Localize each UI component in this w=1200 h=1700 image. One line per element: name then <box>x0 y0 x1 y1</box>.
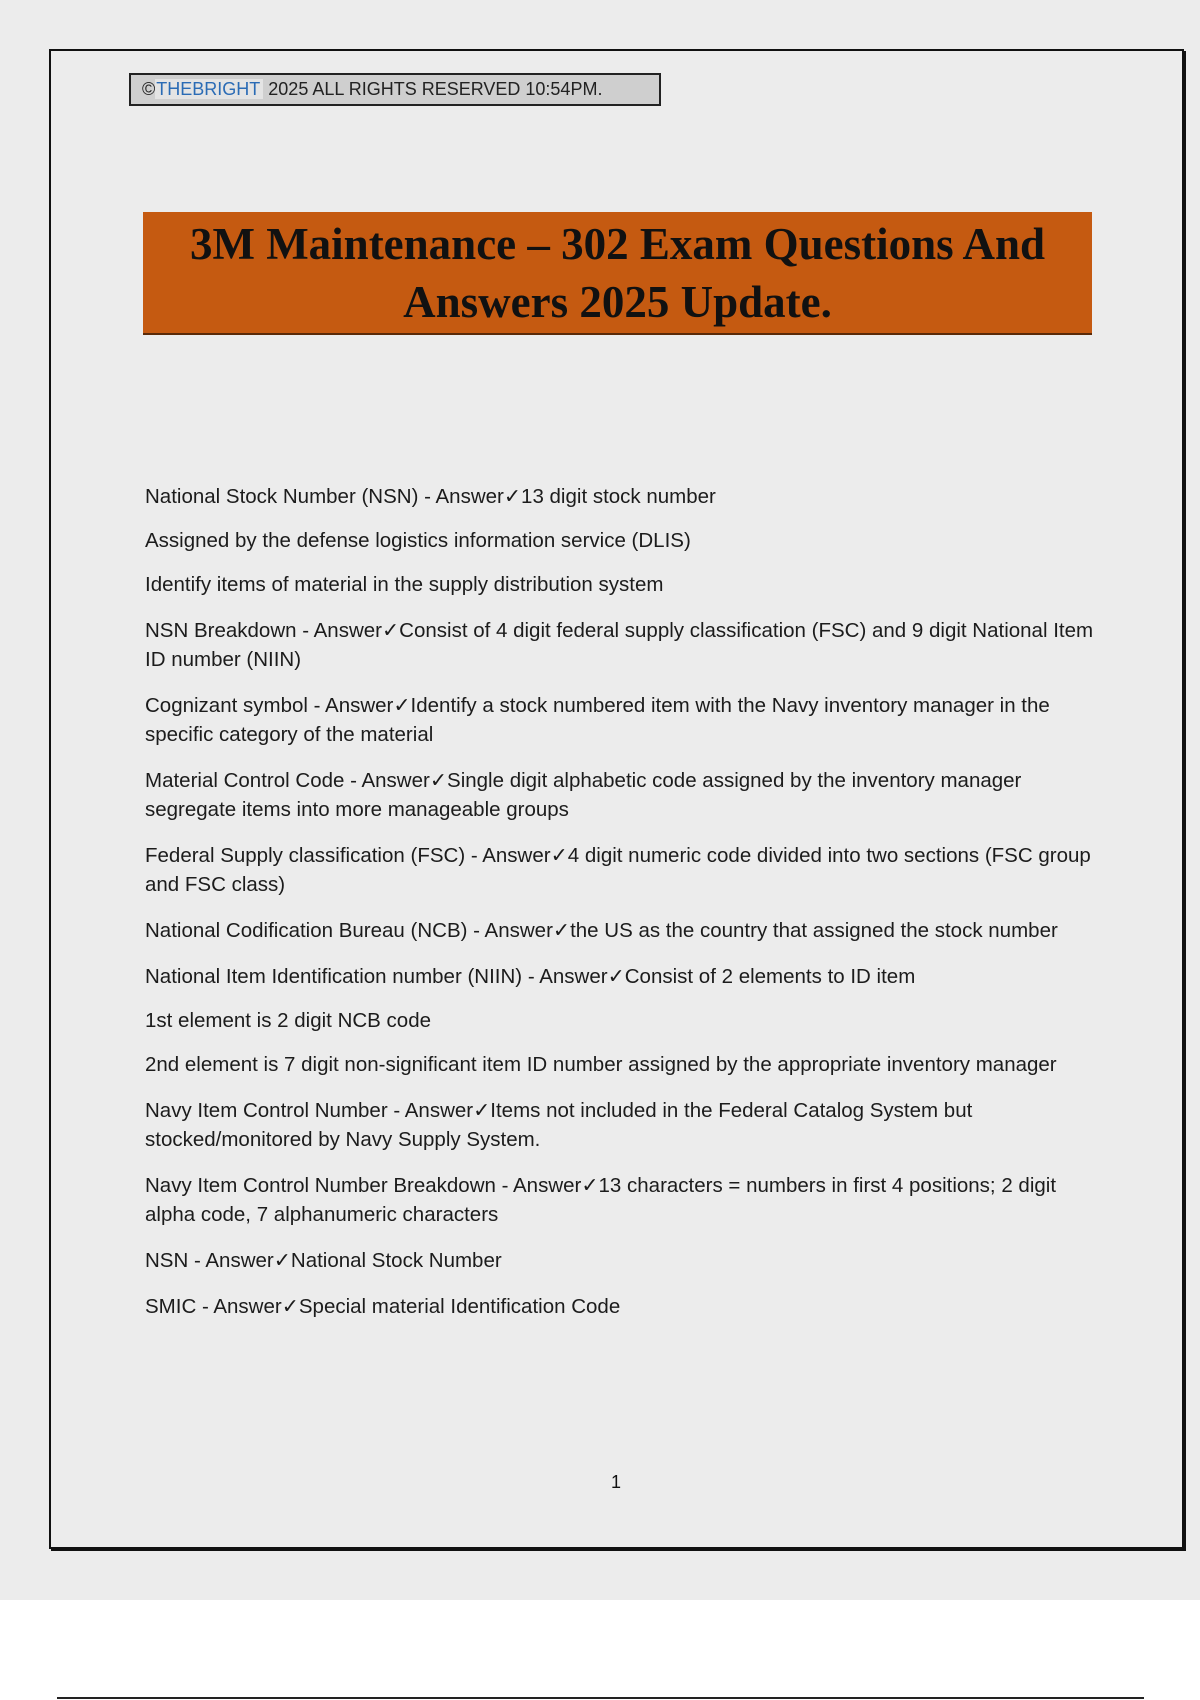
qa-item: Federal Supply classification (FSC) - Answer✓4 digit numeric code divided into two sections (FSC group and FSC class) <box>145 844 1091 896</box>
qa-item: NSN Breakdown - Answer✓Consist of 4 digit federal supply classification (FSC) and 9 digit National Item ID number (NIIN) <box>145 619 1094 671</box>
qa-list <box>145 482 1095 1338</box>
qa-item: Navy Item Control Number Breakdown - Answer✓13 characters = numbers in first 4 positions; 2 digit alpha code, 7 alphanumeric characters <box>145 1174 1057 1226</box>
qa-item: 1st element is 2 digit NCB code <box>145 1009 431 1032</box>
qa-item: Material Control Code - Answer✓Single digit alphabetic code assigned by the inventory manager segregate items into more manageable groups <box>145 769 1022 821</box>
footer-divider <box>57 1697 1144 1699</box>
title-line-2: Answers 2025 Update. <box>403 276 832 327</box>
qa-item: Identify items of material in the supply distribution system <box>145 573 664 596</box>
copyright-brand: THEBRIGHT <box>155 79 263 99</box>
document-title <box>190 215 1045 331</box>
copyright-header <box>129 73 661 106</box>
qa-item: NSN - Answer✓National Stock Number <box>145 1249 502 1272</box>
qa-item: National Codification Bureau (NCB) - Answer✓the US as the country that assigned the stock number <box>145 919 1058 942</box>
qa-item: Cognizant symbol - Answer✓Identify a stock numbered item with the Navy inventory manager in the specific category of the material <box>145 694 1050 746</box>
qa-item: Navy Item Control Number - Answer✓Items not included in the Federal Catalog System but stocked/monitored by Navy Supply System. <box>145 1099 973 1151</box>
title-line-1: 3M Maintenance – 302 Exam Questions And <box>189 218 1046 269</box>
copyright-symbol: © <box>142 79 156 99</box>
qa-item: SMIC - Answer✓Special material Identification Code <box>145 1295 621 1318</box>
qa-item: Assigned by the defense logistics information service (DLIS) <box>145 529 691 552</box>
copyright-text: 2025 ALL RIGHTS RESERVED 10:54PM. <box>263 79 603 99</box>
qa-item: 2nd element is 7 digit non-significant item ID number assigned by the appropriate inventory manager <box>145 1053 1057 1076</box>
title-banner <box>143 212 1092 335</box>
page-number: 1 <box>610 1472 621 1492</box>
qa-item: National Item Identification number (NIIN) - Answer✓Consist of 2 elements to ID item <box>145 965 916 988</box>
qa-item: National Stock Number (NSN) - Answer✓13 digit stock number <box>145 485 716 508</box>
